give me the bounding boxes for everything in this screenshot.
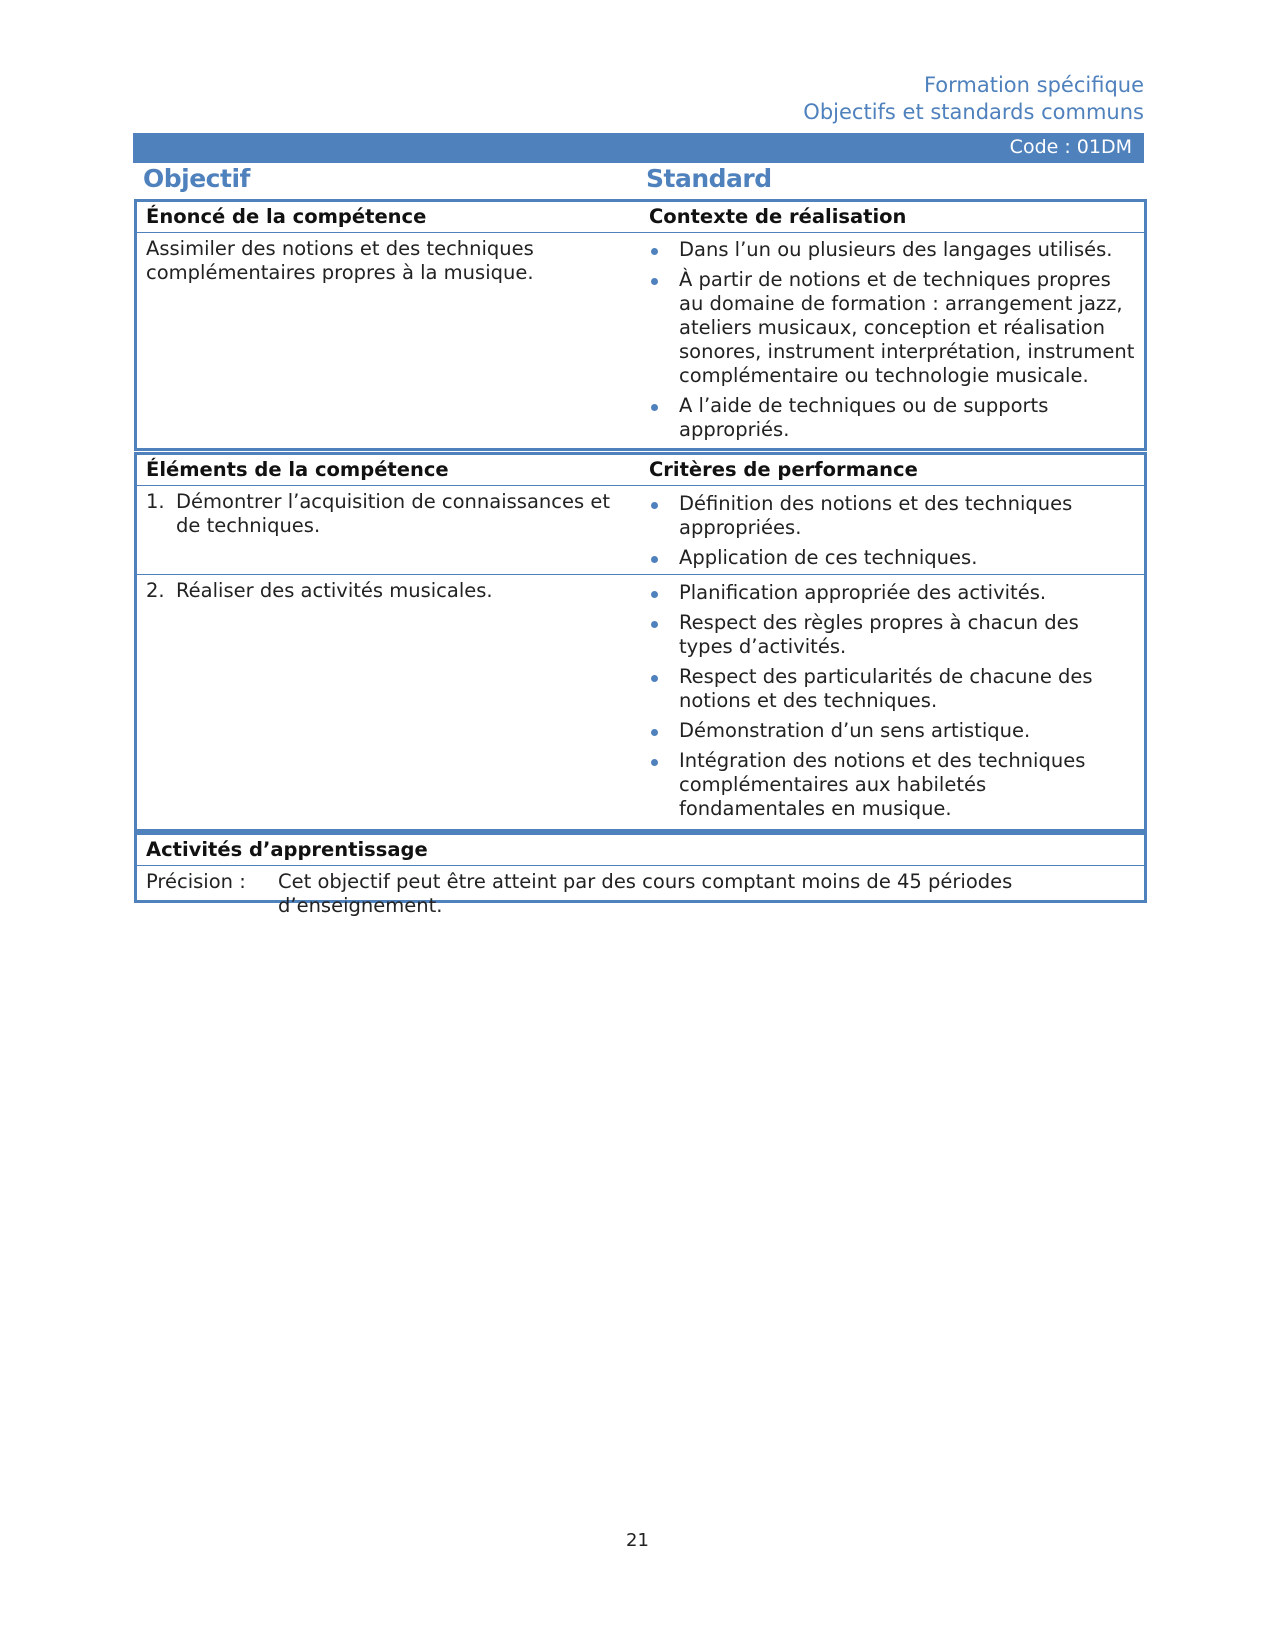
precision-row [137, 865, 1144, 917]
section-header-row [137, 835, 1144, 865]
context-list [649, 238, 1137, 442]
code-bar [133, 133, 1144, 163]
bullet-icon [651, 621, 658, 628]
list-item: A l’aide de techniques ou de supports appropriés. [649, 394, 1137, 442]
list-item: À partir de notions et de techniques propres au domaine de formation : arrangement jazz, ateliers musicaux, conception et réalisation sonores, instrument interprétation, instrument complémentaire ou technologie musicale. [649, 268, 1137, 388]
header-title: Formation spécifique [923, 73, 1144, 97]
table-row [137, 485, 1144, 574]
elements-title: Éléments de la compétence [146, 458, 449, 481]
list-item: Application de ces techniques. [649, 546, 1137, 570]
bullet-icon [651, 759, 658, 766]
bullet-icon [651, 248, 658, 255]
list-item: Respect des particularités de chacune des notions et des techniques. [649, 665, 1137, 713]
list-item: Démonstration d’un sens artistique. [649, 719, 1137, 743]
bullet-icon [651, 278, 658, 285]
table-row [137, 574, 1144, 829]
bullet-icon [651, 404, 658, 411]
section-body-row [137, 232, 1144, 448]
bullet-icon [651, 556, 658, 563]
list-item: Respect des règles propres à chacun des types d’activités. [649, 611, 1137, 659]
element-item-2: 2. Réaliser des activités musicales. [146, 579, 493, 602]
objectif-heading: Objectif [143, 164, 250, 193]
enonce-title: Énoncé de la compétence [146, 205, 427, 228]
page-header [803, 72, 1144, 126]
bullet-icon [651, 675, 658, 682]
precision-label: Précision : [146, 870, 246, 893]
enonce-text: Assimiler des notions et des techniques complémentaires propres à la musique. [146, 237, 534, 284]
contexte-title: Contexte de réalisation [649, 205, 907, 228]
list-item: Définition des notions et des techniques appropriées. [649, 492, 1137, 540]
section-header-row [137, 202, 1144, 232]
activites-title: Activités d’apprentissage [146, 838, 428, 861]
list-item: Intégration des notions et des techniques complémentaires aux habiletés fondamentales en musique. [649, 749, 1137, 821]
column-headings [133, 164, 1144, 200]
criteres-title: Critères de performance [649, 458, 918, 481]
element-item-1: 1. Démontrer l’acquisition de connaissances et de techniques. [146, 490, 610, 537]
standard-heading: Standard [646, 164, 772, 193]
list-item: Dans l’un ou plusieurs des langages utilisés. [649, 238, 1137, 262]
page-number: 21 [626, 1530, 649, 1551]
learning-activities-box [134, 832, 1147, 917]
section-header-row [137, 455, 1144, 485]
competence-statement-box [134, 199, 1147, 451]
criteria-list [649, 492, 1137, 570]
bullet-icon [651, 502, 658, 509]
bullet-icon [651, 591, 658, 598]
competence-elements-box [134, 452, 1147, 832]
header-subtitle: Objectifs et standards communs [803, 100, 1144, 124]
list-item: Planification appropriée des activités. [649, 581, 1137, 605]
code-label: Code : 01DM [1009, 136, 1132, 158]
criteria-list [649, 581, 1137, 821]
bullet-icon [651, 729, 658, 736]
precision-text: Cet objectif peut être atteint par des cours comptant moins de 45 périodes d’enseignement. [278, 870, 1013, 917]
